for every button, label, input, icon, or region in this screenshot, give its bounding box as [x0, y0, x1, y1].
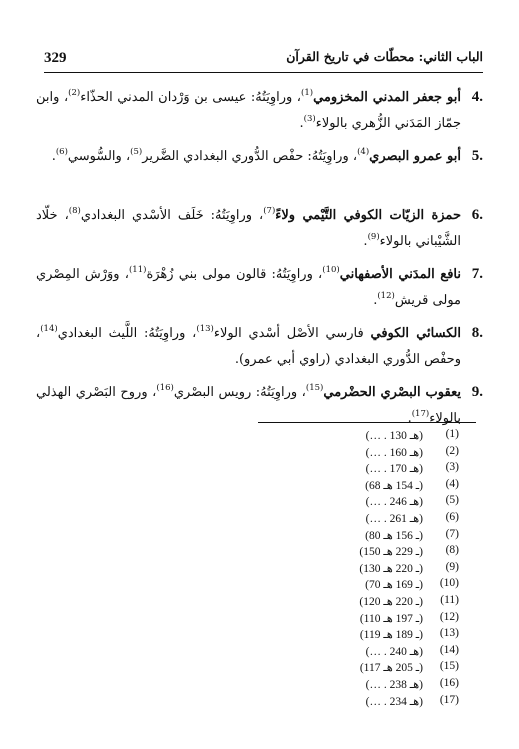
footnote-text: (… . 234 هـ): [365, 695, 423, 708]
footnote: [249, 576, 459, 593]
footnote: [249, 593, 459, 610]
item-text: [36, 203, 461, 255]
footnote-text: (… . 238 هـ): [365, 678, 423, 691]
item-number: 4.: [471, 89, 483, 105]
footnote: [249, 676, 459, 693]
footnote-text: (70 ـ 169 هـ): [365, 579, 423, 592]
footnote-number: (10): [439, 577, 459, 590]
footnote-number: (14): [439, 643, 459, 656]
footnote: [249, 510, 459, 527]
footnote-divider: [258, 422, 476, 423]
readers-list: [36, 85, 483, 439]
item-body: ، والسُّوسي: [67, 149, 131, 164]
item-body: ، وراوِيَتُهُ: قالون مولى بني زُهْرَة: [146, 267, 323, 282]
footnote-text: (68 ـ 154 هـ): [365, 479, 423, 492]
footnote-number: (1): [445, 428, 459, 440]
reader-name: أبو جعفر المدني المخزومي: [313, 90, 461, 105]
footnote: [249, 659, 459, 676]
reader-name: يعقوب البصْري الحضْرمي: [323, 385, 461, 400]
item-body: ، وراوِيَتُهُ: رويس البصْري: [173, 385, 306, 400]
reader-name: أبو عمرو البصري: [369, 149, 461, 164]
footnote-number: (11): [440, 593, 459, 606]
item-body: ، وراوِيَتُهُ: اللَّيث البغدادي: [57, 326, 197, 341]
item-text: [36, 321, 461, 373]
item-body: ، خلّاد الشَّيْباني بالولاء: [36, 208, 461, 249]
footnote-number: (7): [445, 527, 459, 540]
item-number: 7.: [471, 266, 483, 282]
footnote: [249, 693, 459, 710]
footnote-ref: (3): [303, 114, 316, 124]
item-body: فارسي الأصْل أسْدي الولاء: [213, 326, 371, 341]
footnote: [249, 427, 459, 444]
item-number: 8.: [471, 325, 483, 341]
footnote-ref: (16): [156, 383, 174, 393]
footnote-number: (8): [445, 544, 459, 557]
footnote-number: (6): [445, 510, 459, 523]
footnote-number: (9): [445, 560, 459, 573]
footnote-text: (… . 170 هـ): [365, 463, 423, 476]
footnote-text: (110 ـ 197 هـ): [359, 612, 423, 625]
item-end: .: [363, 234, 368, 249]
item-text: [36, 85, 461, 137]
footnote: [249, 493, 459, 510]
footnote-text: (119 ـ 189 هـ): [359, 629, 423, 642]
item-number: 6.: [471, 207, 483, 223]
footnote: [249, 626, 459, 643]
item-number: 9.: [471, 384, 483, 400]
footnote-ref: (2): [68, 88, 81, 98]
footnote-text: (120 ـ 220 هـ): [359, 595, 423, 608]
footnote-number: (12): [439, 610, 459, 623]
footnote-ref: (6): [55, 147, 68, 157]
footnote-ref: (9): [367, 232, 380, 242]
item-number: 5.: [471, 148, 483, 164]
item-body: ، وابن جمّاز المَدَني الزُّهري بالولاء: [36, 90, 461, 131]
footnote: [249, 643, 459, 660]
footnote: [249, 527, 459, 544]
footnote-text: (117 ـ 205 هـ): [359, 662, 423, 675]
page-header: [44, 46, 483, 73]
footnote: [249, 460, 459, 477]
footnote-text: (… . 261 هـ): [365, 512, 423, 525]
footnote-ref: (4): [357, 147, 370, 157]
list-item: [36, 262, 483, 321]
item-end: .: [299, 116, 304, 131]
item-body: ، ووَرْش المِصْري مولى قريش: [36, 267, 461, 308]
item-end: ، وحفْص الدُّوري البغدادي (راوي أبي عمرو).: [36, 326, 461, 367]
page-number: 329: [44, 50, 67, 66]
reader-name: نافع المدَني الأصفهاني: [339, 267, 462, 282]
footnote-number: (5): [445, 494, 459, 507]
list-item: [36, 203, 483, 262]
footnote-number: (3): [445, 461, 459, 474]
footnote-ref: (7): [263, 206, 276, 216]
footnote-text: (… . 160 هـ): [365, 446, 423, 459]
item-text: [36, 144, 461, 170]
item-body: ، وراوِيَتُهُ: حفْص الدُّوري البغدادي الضَّرير: [142, 149, 358, 164]
footnote-number: (4): [445, 477, 459, 490]
item-end: .: [51, 149, 56, 164]
footnote-number: (15): [439, 660, 459, 673]
footnote-ref: (12): [377, 291, 395, 301]
footnote-ref: (13): [196, 324, 214, 334]
footnote-ref: (10): [322, 265, 340, 275]
reader-name: الكسائي الكوفي: [370, 326, 461, 341]
item-body: ، وراوِيَتُهُ: عيسى بن وَرْدان المدني الحذّاء: [80, 90, 301, 105]
list-item: [36, 321, 483, 380]
footnote-number: (16): [439, 676, 459, 689]
item-text: [36, 262, 461, 314]
footnote-number: (2): [445, 444, 459, 457]
footnote-text: (… . 240 هـ): [365, 645, 423, 658]
footnote-ref: (11): [128, 265, 147, 275]
item-body: ، وراوِيَتُهُ: خَلَف الأسْدي البغدادي: [80, 208, 264, 223]
footnote-ref: (8): [68, 206, 81, 216]
footnote-number: (13): [439, 627, 459, 640]
footnote-ref: (14): [40, 324, 58, 334]
footnote-ref: (15): [305, 383, 324, 393]
footnote: [249, 444, 459, 461]
footnote-text: (130 ـ 220 هـ): [359, 562, 423, 575]
footnote-ref: (1): [301, 88, 314, 98]
footnote-text: (80 ـ 156 هـ): [365, 529, 423, 542]
footnote: [249, 543, 459, 560]
footnote-text: (… . 246 هـ): [365, 496, 423, 509]
list-item: [36, 144, 483, 203]
footnote-text: (… . 130 هـ): [365, 430, 423, 442]
footnote: [249, 560, 459, 577]
footnote: [249, 610, 459, 627]
running-title: الباب الثاني: محطّات في تاريخ القرآن: [286, 49, 483, 64]
footnote-number: (17): [439, 693, 459, 706]
footnote-text: (150 ـ 229 هـ): [359, 546, 423, 559]
item-text: [36, 380, 461, 432]
reader-name: حمزة الزيّات الكوفي التَّيْمي ولاءً: [275, 208, 461, 223]
footnotes-list: [249, 427, 459, 709]
item-end: .: [373, 293, 378, 308]
item-end: .: [407, 411, 412, 426]
item-body: ، وروح البَصْري الهذلي بالولاء: [36, 385, 461, 426]
footnote-ref: (17): [411, 409, 430, 419]
footnote-ref: (5): [130, 147, 143, 157]
footnote: [249, 477, 459, 494]
list-item: [36, 85, 483, 144]
